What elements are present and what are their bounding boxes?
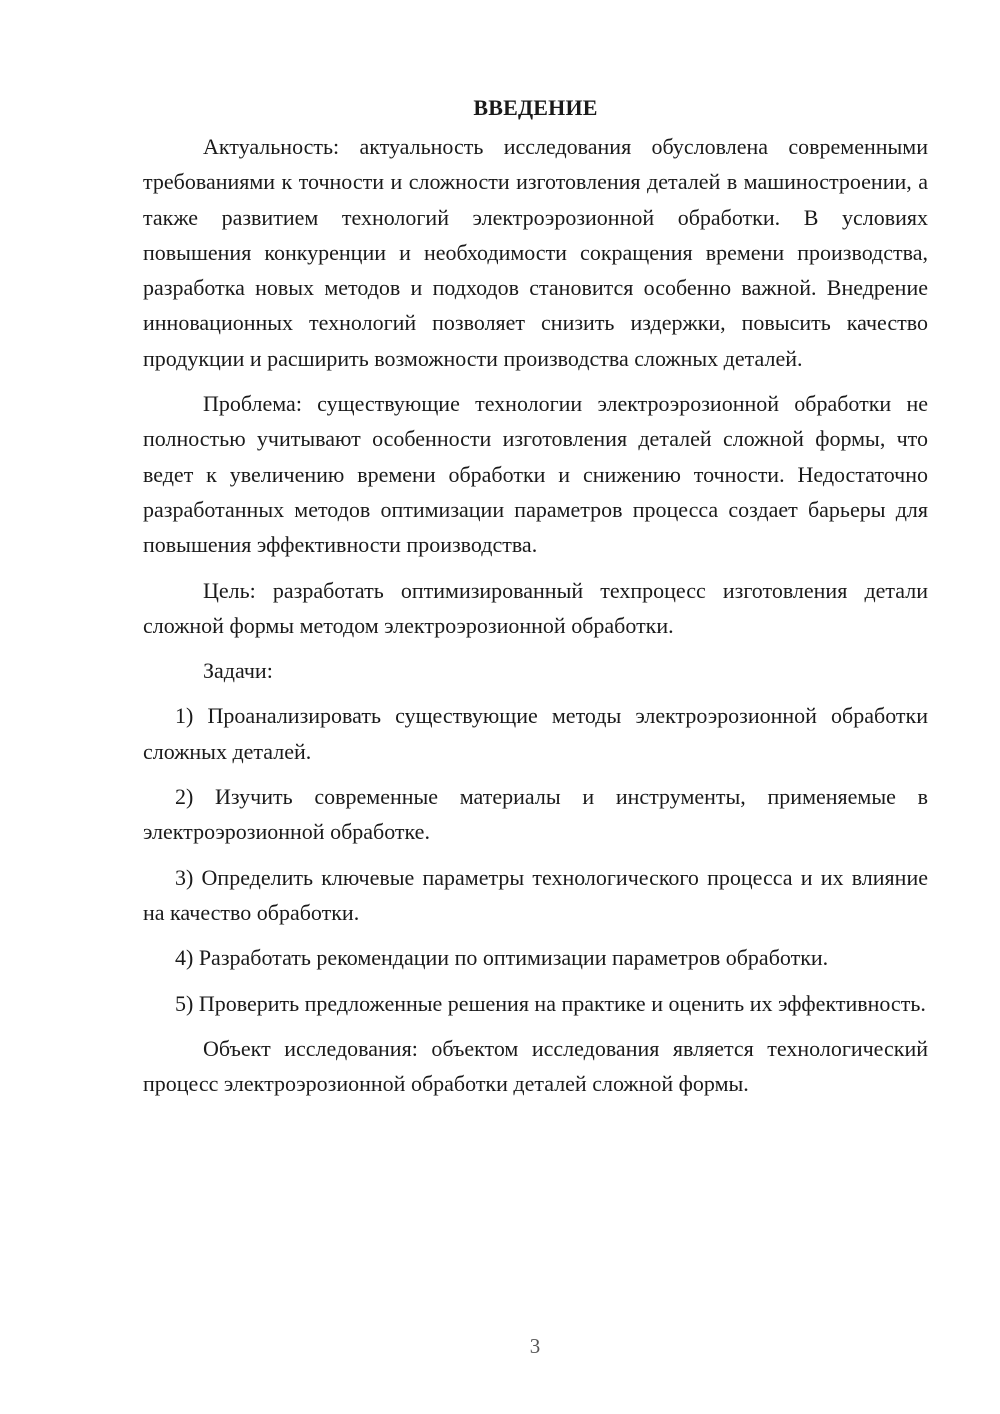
problem-paragraph: Проблема: существующие технологии электроэрозионной обработки не полностью учитывают особенности изготовления деталей сложной формы, что ведет к увеличению времени обработки и снижению точности. Недостаточно разработанных методов оптимизации параметров процесса создает барьеры для повышения эффективности производства. xyxy=(143,391,928,558)
object-paragraph: Объект исследования: объектом исследования является технологический процесс электроэрозионной обработки деталей сложной формы. xyxy=(143,1035,928,1097)
goal-paragraph: Цель: разработать оптимизированный техпроцесс изготовления детали сложной формы методом электроэрозионной обработки. xyxy=(143,577,928,638)
task-item-4: 4) Разработать рекомендации по оптимизации параметров обработки. xyxy=(175,945,829,971)
task-item-3: 3) Определить ключевые параметры технологического процесса и их влияние на качество обработки. xyxy=(143,864,928,925)
page-number: 3 xyxy=(529,1334,541,1358)
document-page xyxy=(143,93,928,1111)
task-item-1: 1) Проанализировать существующие методы электроэрозионной обработки сложных деталей. xyxy=(143,703,928,764)
section-title: ВВЕДЕНИЕ xyxy=(473,95,598,120)
tasks-heading: Задачи: xyxy=(203,658,273,684)
relevance-paragraph: Актуальность: актуальность исследования обусловлена современными требованиями к точности и сложности изготовления деталей в машиностроении, а также развитием технологий электроэрозионной обработки. В условиях повышения конкуренции и необходимости сокращения времени производства, разработка новых методов и подходов становится особенно важной. Внедрение инновационных технологий позволяет снизить издержки, повысить качество продукции и расширить возможности производства сложных деталей. xyxy=(143,134,928,371)
task-item-2: 2) Изучить современные материалы и инструменты, применяемые в электроэрозионной обработке. xyxy=(143,784,928,845)
task-item-5: 5) Проверить предложенные решения на практике и оценить их эффективность. xyxy=(175,990,926,1016)
